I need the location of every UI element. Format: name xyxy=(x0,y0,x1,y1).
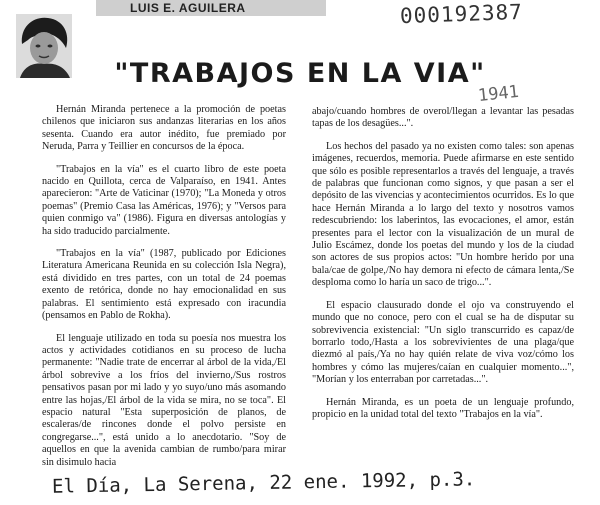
paragraph: Hernán Miranda pertenece a la promoción de poetas chilenos que iniciaron sus andanzas literarias en los años sesenta. Cuando era autor inédito, fue premiado por Neruda, Parra y Teillier en concursos de la época. xyxy=(42,104,286,153)
paragraph: Hernán Miranda, es un poeta de un lenguaje profundo, propicio en la unidad total del texto "Trabajos en la vía". xyxy=(312,396,574,420)
left-column xyxy=(42,104,286,479)
handwritten-source-citation: El Día, La Serena, 22 ene. 1992, p.3. xyxy=(51,468,476,498)
author-byline: LUIS E. AGUILERA xyxy=(130,1,246,15)
paragraph: El espacio clausurado donde el ojo va construyendo el mundo que no conoce, pero con el cual se ha de disputar su sobrevivencia existencial: "Un siglo transcurrido es capaz/de borrarlo todo,/Hasta a los sobrevivientes de una plaga/que diezmó al país,/Ya no hay quién relate de viva voz/cómo los hombres y cómo las mujeres/caían en cualquier momento...", "Morían y los enterraban por carretadas...". xyxy=(312,299,574,386)
paragraph: "Trabajos en la vía" (1987, publicado por Ediciones Literatura Americana Reunida en su colección Isla Negra), está dividido en tres partes, con un total de 24 poemas exento de retórica, donde no hay emocionalidad en sus palabras. El sentimiento está expresado con iracundia (pensamos en Pablo de Rokha). xyxy=(42,248,286,322)
right-column xyxy=(312,106,574,431)
archive-number-stamp: 000192387 xyxy=(399,0,524,29)
paragraph: "Trabajos en la vía" es el cuarto libro de este poeta nacido en Quillota, cerca de Valparaíso, en 1941. Antes aparecieron: "Arte de Vaticinar (1970); "La Moneda y otros poemas" (Premio Casa las Américas, 1976); y "Versos para quien conmigo va" (1986). Figura en diversas antologías y ha sido traducido parcialmente. xyxy=(42,163,286,237)
paragraph: Los hechos del pasado ya no existen como tales: son apenas imágenes, recuerdos, memoria. Puede afirmarse en este sentido que sólo es posible representarlos a través del lenguaje, a través de palabras que funcionan como signos, y que pasan a ser el depósito de las vivencias y acontecimientos ocurridos. Es lo que hace Hernán Miranda a lo largo del texto y nosotros vamos redescubriendo: los laberintos, las evocaciones, el amor, están presentes para el lector con la visualización de un mural de Julio Escámez, donde los poetas del mundo y los de la ciudad son actores de sus propios actos: "Un hombre herido por una bala/cae de golpe,/No hay demora ni efecto de cámara lenta,/Se desploma como lo haría un saco de trigo...". xyxy=(312,140,574,289)
paragraph: abajo/cuando hombres de overol/llegan a levantar las pesadas tapas de los desagües...". xyxy=(312,106,574,130)
paragraph: El lenguaje utilizado en toda su poesía nos muestra los actos y actividades cotidianos en su proceso de lucha permanente: "Nadie trate de encerrar al árbol de la vida,/El árbol sobrevive a los fríos del invierno,/Sus rostros pensativos pasan por mi lado y yo suyo/uno más asomando entre las hojas,/El árbol de la vida se mira, no se toca". El espacio natural "Esta superposición de planos, de escaleras/de rincones donde el polvo persiste en congregarse...", está unido a lo anecdotario. "Soy de aquellos en que la avenida cambian de rumbo/para mirar sin disimulo hacia xyxy=(42,332,286,468)
handwritten-year-note: 1941 xyxy=(477,81,520,107)
article-title: "TRABAJOS EN LA VIA" xyxy=(114,58,486,89)
